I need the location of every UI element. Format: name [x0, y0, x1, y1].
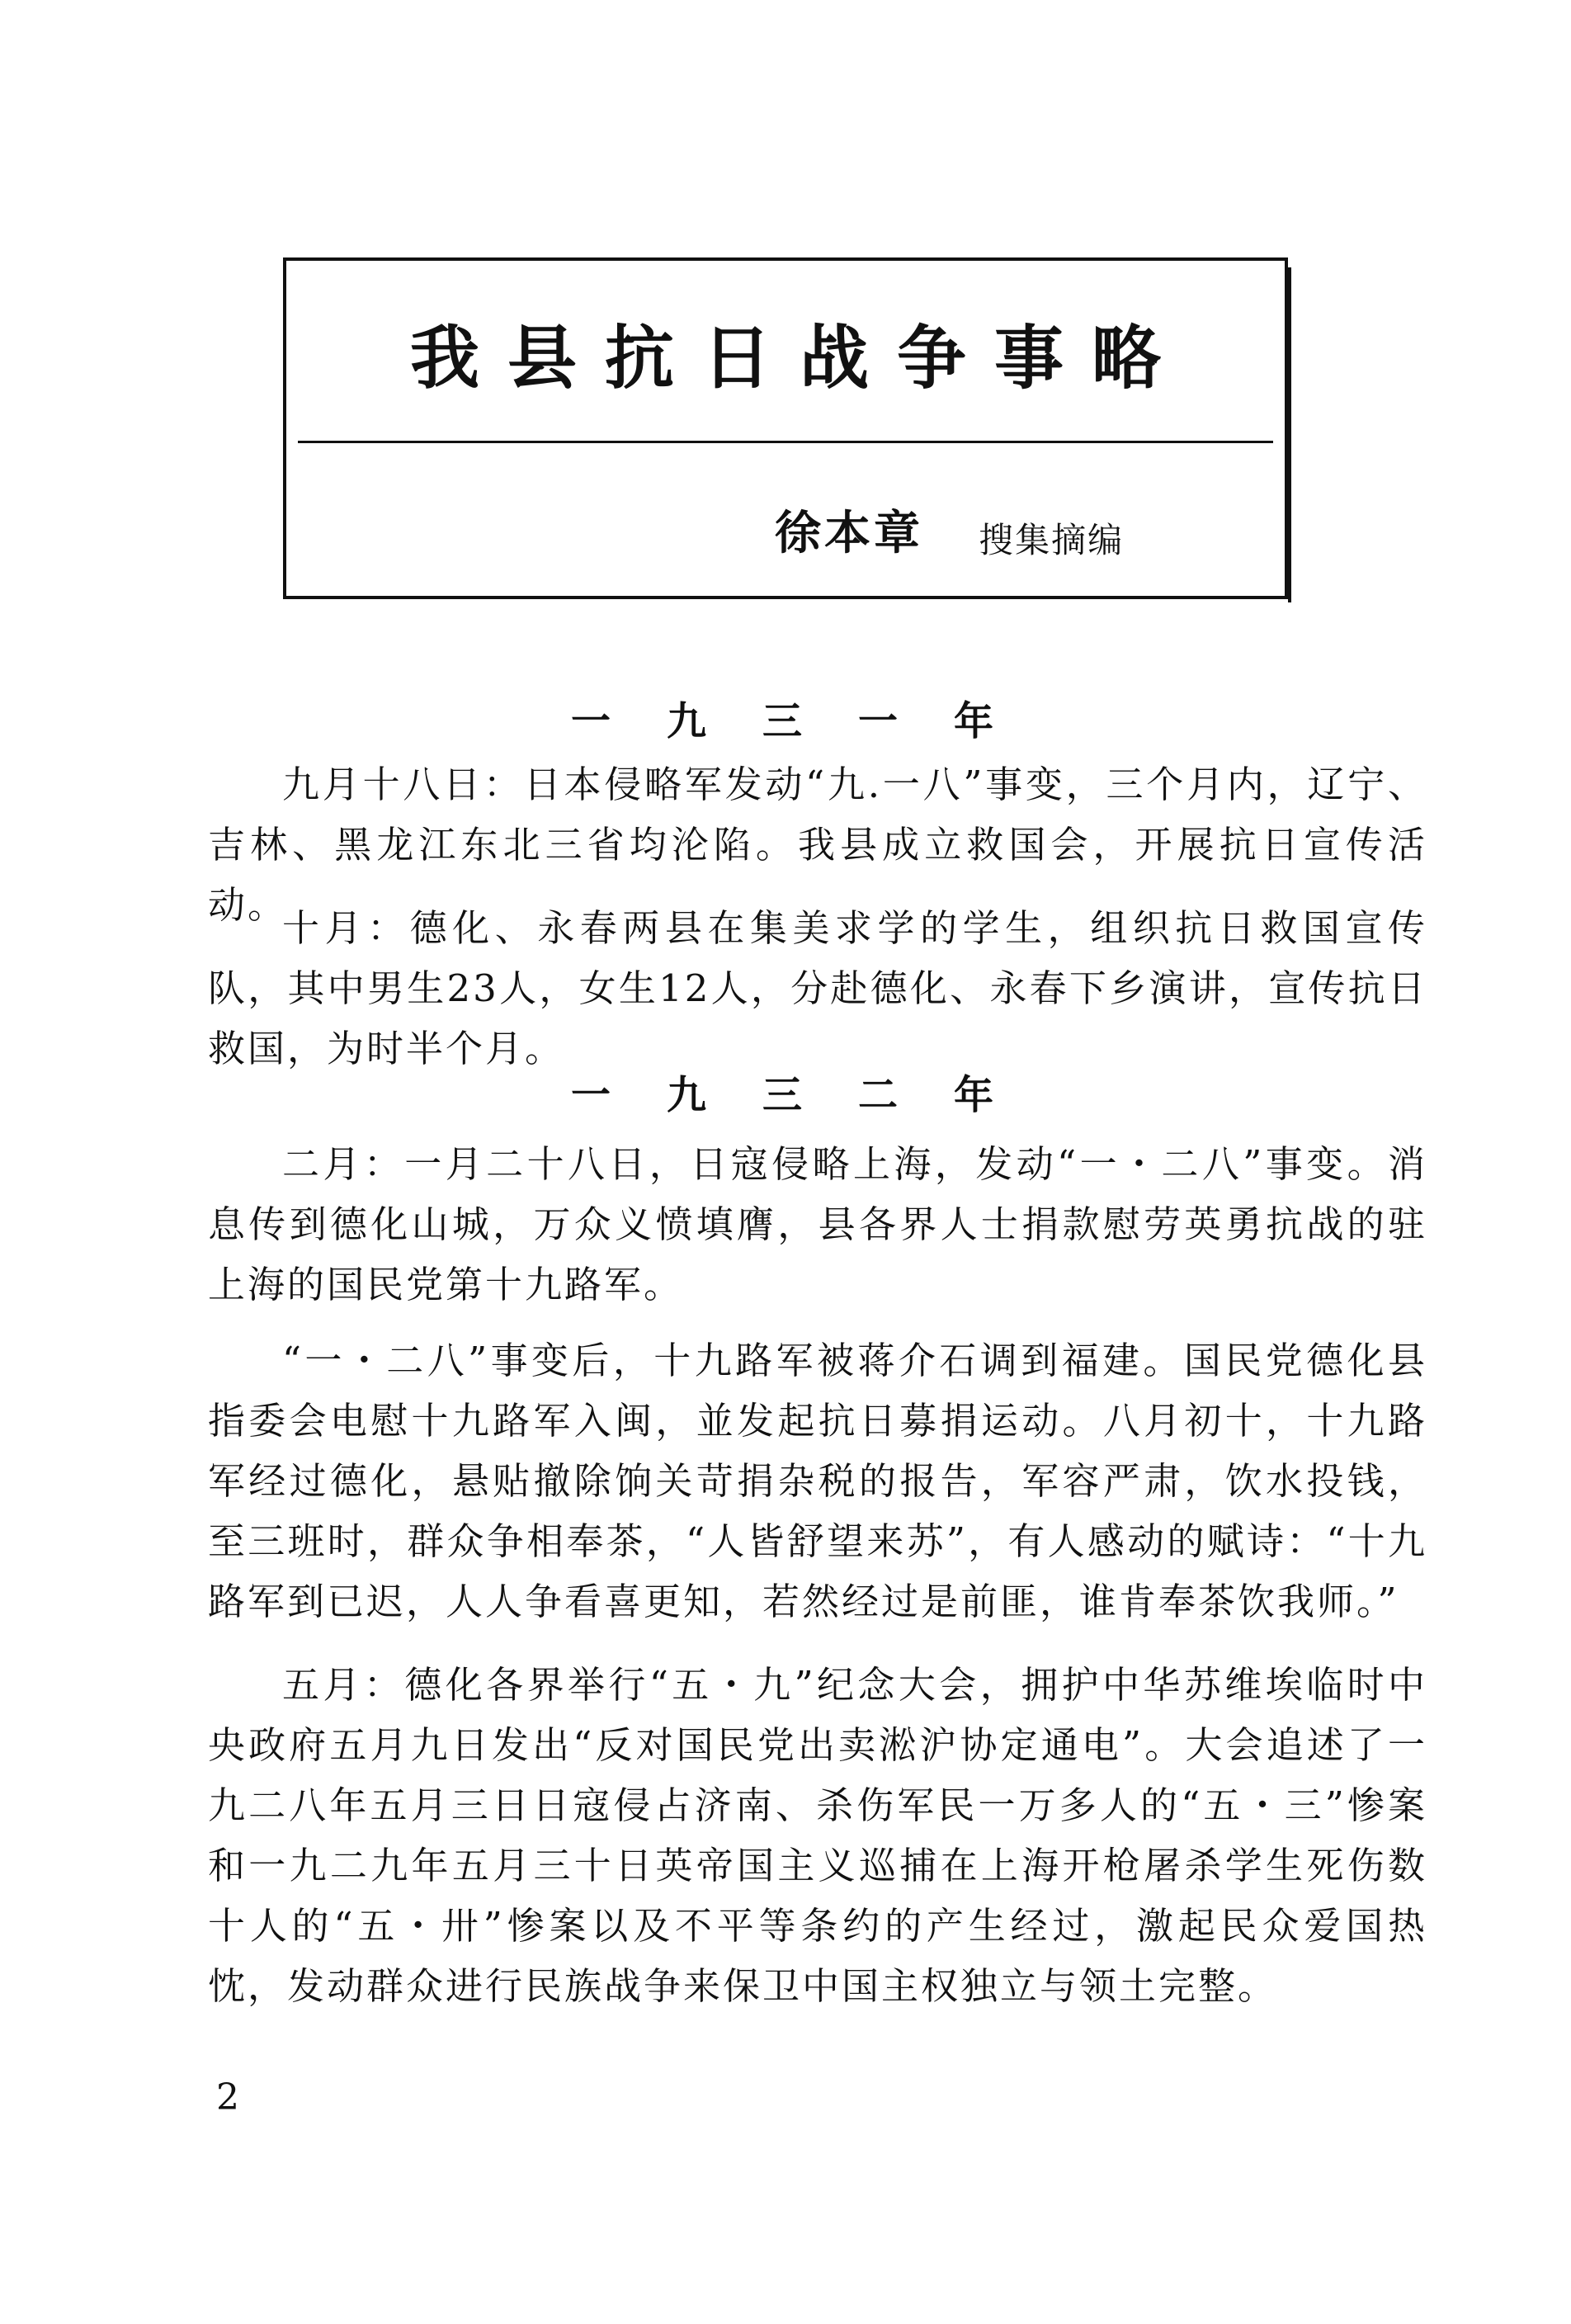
author-name: 徐本章	[775, 507, 923, 560]
author-role: 搜集摘编	[979, 520, 1125, 560]
page-number: 2	[216, 2076, 239, 2119]
byline	[775, 497, 1124, 563]
title-divider	[298, 441, 1273, 443]
title-box	[283, 257, 1288, 599]
paragraph-1932-nineteenth-army: “一・二八”事变后，十九路军被蒋介石调到福建。国民党德化县指委会电慰十九路军入闽，並发起抗日募捐运动。八月初十，十九路军经过德化，悬贴撤除饷关苛捐杂税的报告，军容严肃，饮水投钱，至三班时，群众争相奉茶，“人皆舒望来苏”，有人感动的赋诗：“十九路军到已迟，人人争看喜更知，若然经过是前匪，谁肯奉茶饮我师。”	[208, 1339, 1427, 1623]
year-heading-1931: 一九三一年	[570, 698, 1050, 744]
paragraph-1932-february: 二月：一月二十八日，日寇侵略上海，发动“一・二八”事变。消息传到德化山城，万众义愤填膺，县各界人士捐款慰劳英勇抗战的驻上海的国民党第十九路军。	[208, 1142, 1427, 1306]
year-heading-1932: 一九三二年	[570, 1072, 1050, 1118]
page-title: 我县抗日战争事略	[409, 318, 1189, 399]
paragraph-1931-october: 十月：德化、永春两县在集美求学的学生，组织抗日救国宣传队，其中男生23人，女生12人，分赴德化、永春下乡演讲，宣传抗日救国，为时半个月。	[208, 906, 1427, 1070]
paragraph-1932-may: 五月：德化各界举行“五・九”纪念大会，拥护中华苏维埃临时中央政府五月九日发出“反对国民党出卖淞沪协定通电”。大会追述了一九二八年五月三日日寇侵占济南、杀伤军民一万多人的“五・三”惨案和一九二九年五月三十日英帝国主义巡捕在上海开枪屠杀学生死伤数十人的“五・卅”惨案以及不平等条约的产生经过，激起民众爱国热忱，发动群众进行民族战争来保卫中国主权独立与领土完整。	[208, 1663, 1427, 2008]
paragraph-1931-september: 九月十八日：日本侵略军发动“九.一八”事变，三个月内，辽宁、吉林、黑龙江东北三省均沦陷。我县成立救国会，开展抗日宣传活动。	[208, 763, 1427, 927]
